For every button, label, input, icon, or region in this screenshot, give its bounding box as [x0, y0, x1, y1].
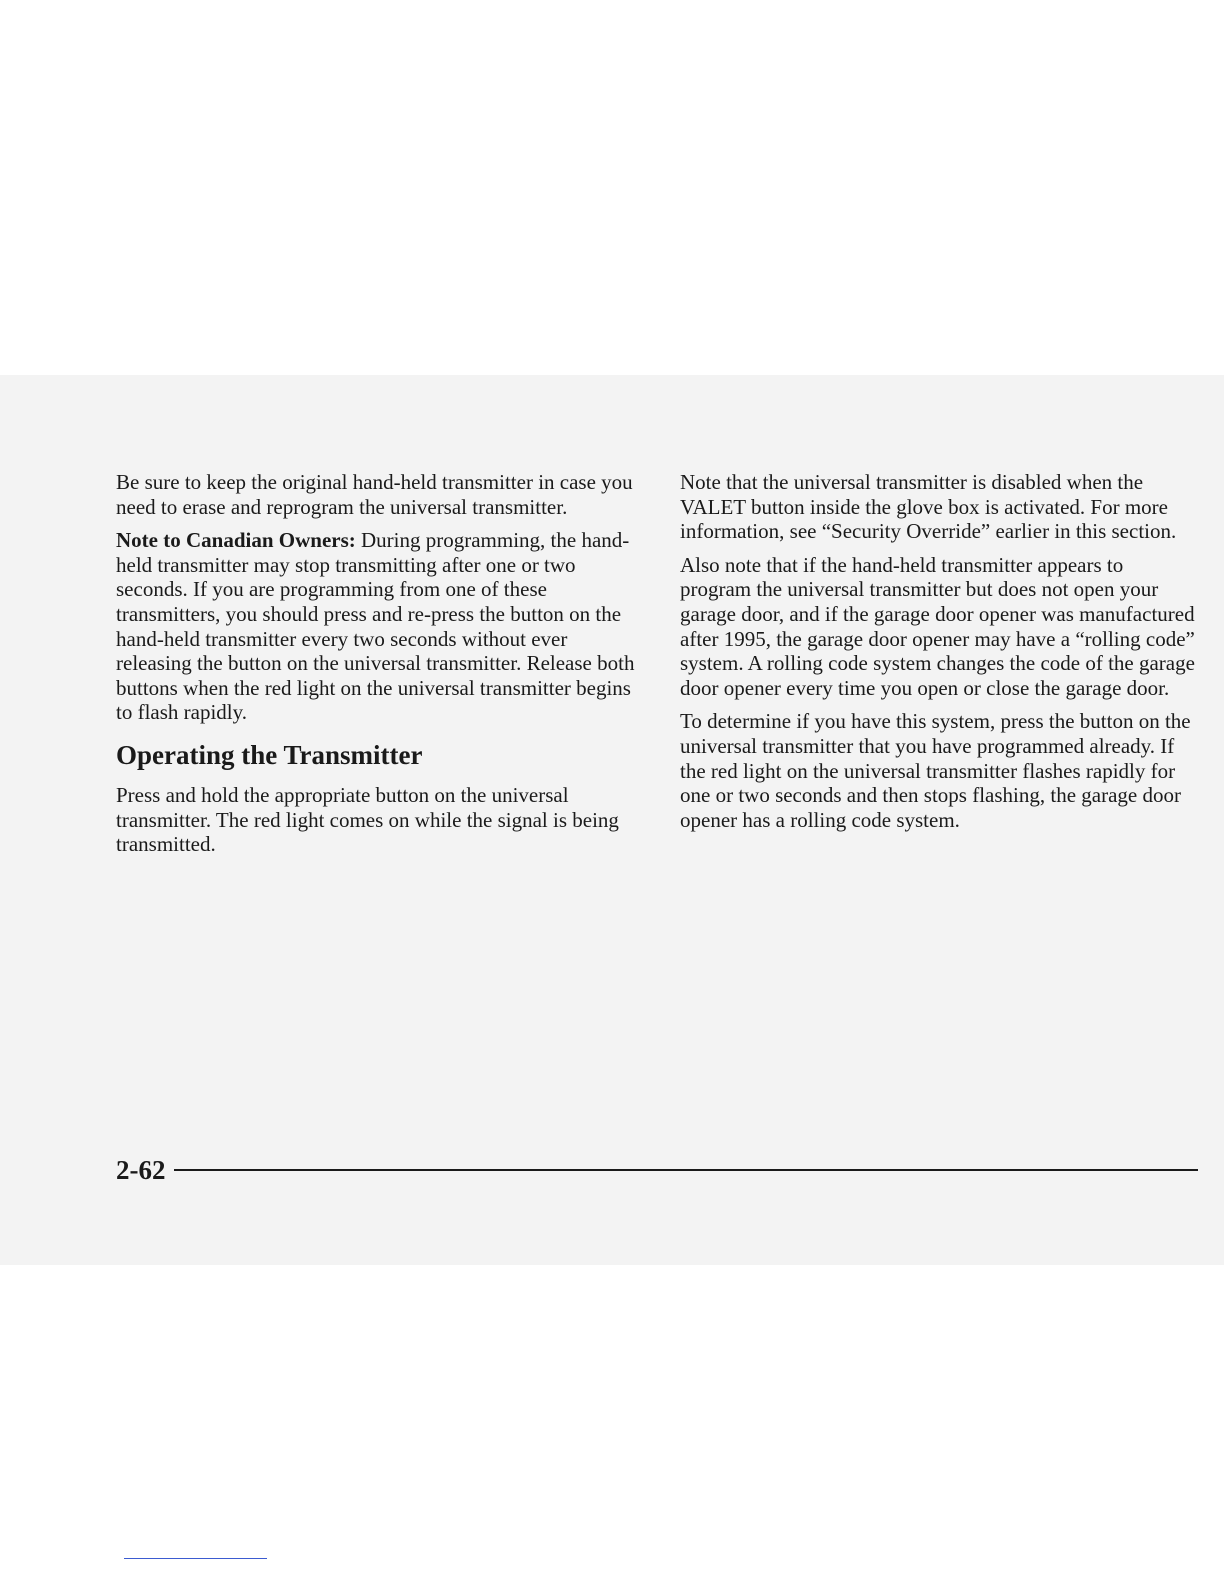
paragraph-valet-disabled: Note that the universal transmitter is disabled when the VALET button inside the glove box is activated. For more information, see “Security Override” earlier in this section. [680, 470, 1177, 544]
canadian-owners-label: Note to Canadian Owners: [116, 528, 356, 553]
section-heading-operating-transmitter: Operating the Transmitter [116, 739, 423, 770]
page-number: 2-62 [116, 1154, 166, 1185]
bottom-divider-line [124, 1558, 267, 1559]
paragraph-press-and-hold: Press and hold the appropriate button on the universal transmitter. The red light comes on while the signal is being transmitted. [116, 782, 619, 857]
paragraph-keep-original-transmitter: Be sure to keep the original hand-held transmitter in case you need to erase and reprogram the universal transmitter. [116, 470, 633, 519]
paragraph-canadian-owners-note [116, 528, 641, 725]
left-column [116, 470, 641, 866]
footer-rule [174, 1169, 1199, 1171]
canadian-owners-text: During programming, the hand-held transmitter may stop transmitting after one or two seconds. If you are programming from one of these transmitters, you should press and re-press the button on the hand-held transmitter every two seconds without ever releasing the button on the universal transmitter. Release both buttons when the red light on the universal transmitter begins to flash rapidly. [116, 528, 635, 725]
paragraph-determine-system: To determine if you have this system, press the button on the universal transmitter that you have programmed already. If the red light on the universal transmitter flashes rapidly for one or two seconds and then stops flashing, the garage door opener has a rolling code system. [680, 709, 1191, 832]
right-column [680, 470, 1195, 841]
page-footer [116, 1150, 1198, 1190]
paragraph-rolling-code: Also note that if the hand-held transmitter appears to program the universal transmitter but does not open your garage door, and if the garage door opener was manufactured after 1995, the garage door opener may have a “rolling code” system. A rolling code system changes the code of the garage door opener every time you open or close the garage door. [680, 552, 1195, 700]
